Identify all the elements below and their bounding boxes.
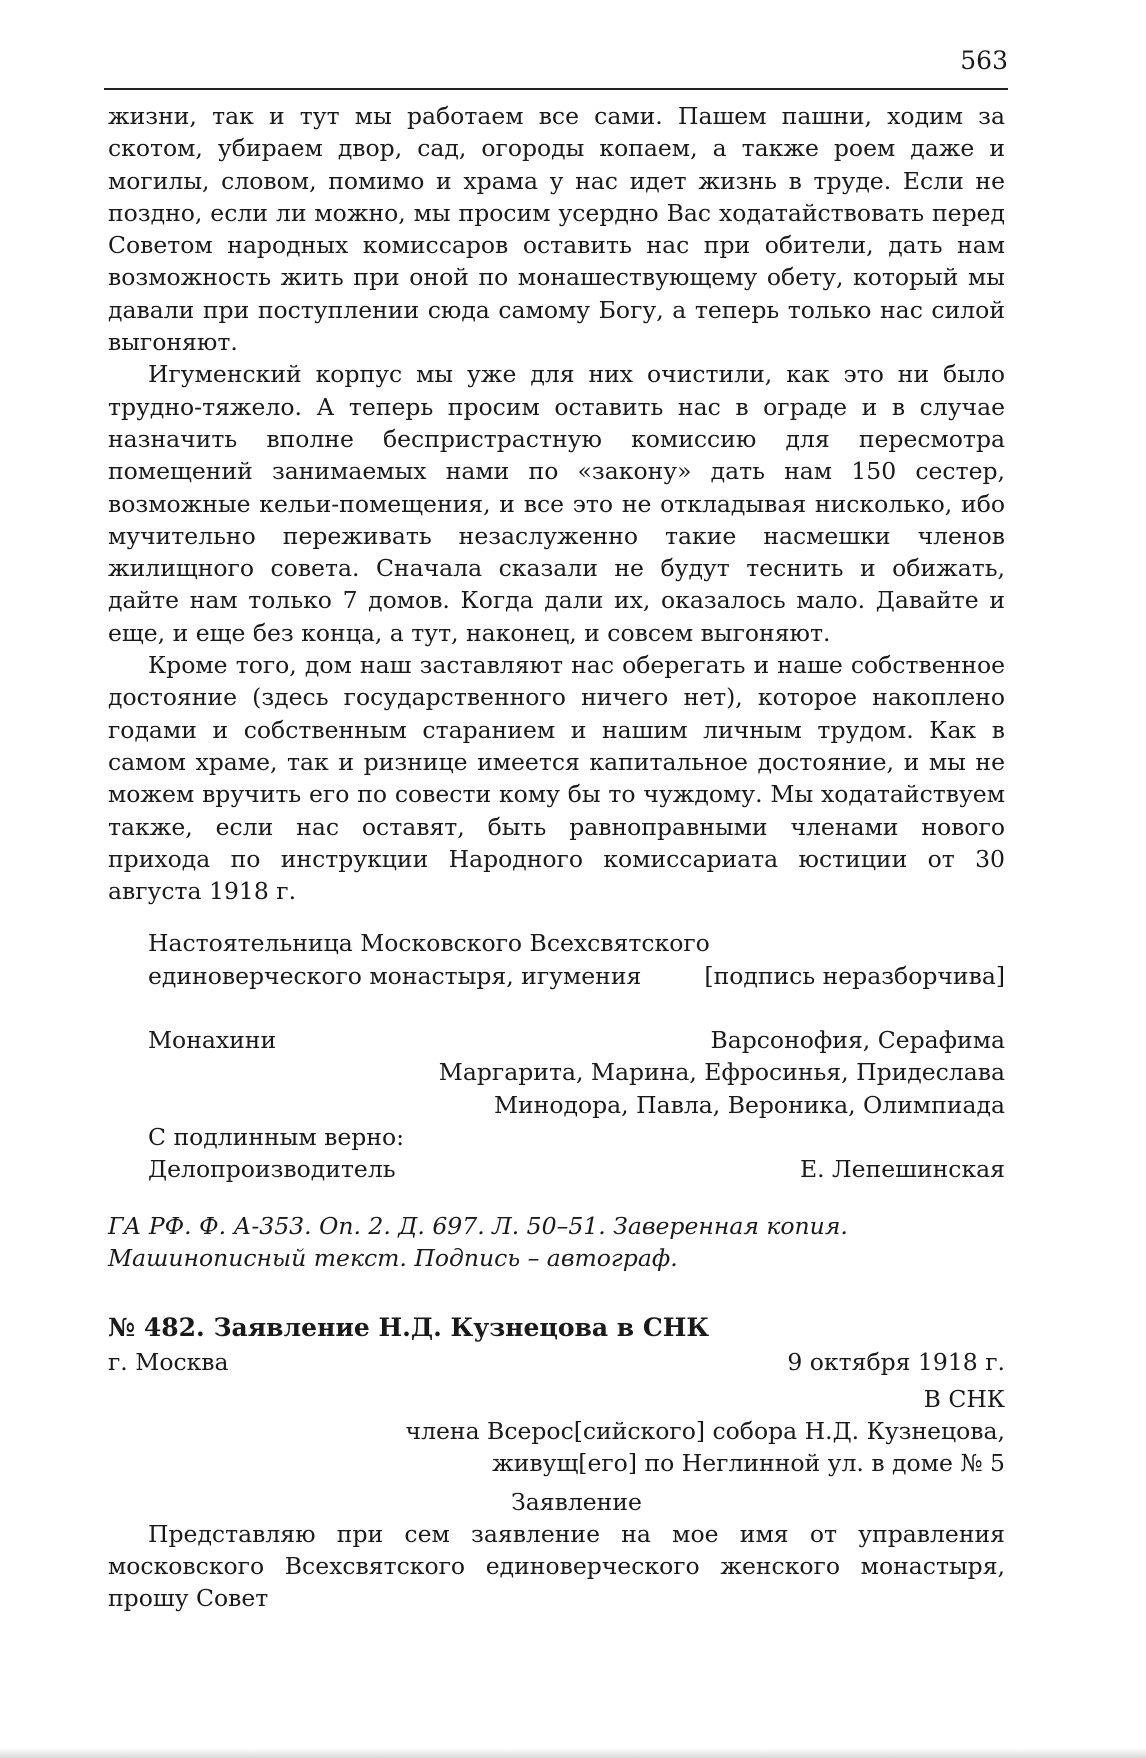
- signature-block: [108, 927, 1005, 1185]
- statement-title: Заявление: [511, 1487, 642, 1516]
- clerk-name: Е. Лепешинская: [799, 1155, 1005, 1184]
- document-date: 9 октября 1918 г.: [787, 1348, 1005, 1377]
- nuns-names-line2: Маргарита, Марина, Ефросинья, Придеслава: [438, 1058, 1005, 1087]
- nuns-label: Монахини: [148, 1026, 277, 1055]
- paragraph-continuation: жизни, так и тут мы работаем все сами. Пашем пашни, ходим за скотом, убираем двор, сад, огороды копаем, а также роем даже и могилы, словом, помимо и храма у нас идет жизнь в труде. Если не поздно, если ли можно, мы просим усердно Вас ходатайствовать перед Советом народных комиссаров оставить нас при обители, дать нам возможность жить при оной по монашествующему обету, который мы давали при поступлении сюда самому Богу, а теперь только нас силой выгоняют.: [108, 102, 1005, 357]
- nuns-row: [148, 1024, 1005, 1056]
- page-number: 563: [960, 46, 1008, 75]
- abbess-title-line1: Настоятельница Московского Всехсвятского: [148, 929, 710, 958]
- clerk-row: [148, 1153, 1005, 1185]
- abbess-row: [148, 960, 1005, 992]
- archive-source-line1: ГА РФ. Ф. А-353. Оп. 2. Д. 697. Л. 50–51. Заверенная копия.: [108, 1211, 848, 1240]
- paragraph-hegumen-building: Игуменский корпус мы уже для них очистили, как это ни было трудно-тяжело. А теперь просим оставить нас в ограде и в случае назначить вполне беспристрастную комиссию для пересмотра помещений занимаемых нами по «закону» дать нам 150 сестер, возможные кельи-помещения, и все это не откладывая нисколько, ибо мучительно переживать незаслуженно такие насмешки членов жилищного совета. Сначала сказали не будут теснить и обижать, дайте нам только 7 домов. Когда дали их, оказалось мало. Давайте и еще, и еще без конца, а тут, наконец, и совсем выгоняют.: [108, 360, 1005, 647]
- addressee-block: [108, 1383, 1005, 1480]
- archive-source: [108, 1210, 1005, 1275]
- place-date-row: [108, 1346, 1005, 1378]
- abbess-title-line2: единоверческого монастыря, игумения: [148, 961, 642, 990]
- page-bottom-edge: [0, 1748, 1146, 1758]
- statement-text: Представляю при сем заявление на мое имя от управления московского Всехсвятского единоверческого женского монастыря, прошу Совет: [108, 1519, 1005, 1613]
- addressee-line2: члена Всерос[сийского] собора Н.Д. Кузнецова,: [405, 1416, 1005, 1445]
- archive-source-line2: Машинописный текст. Подпись – автограф.: [108, 1243, 678, 1272]
- abbess-signature-note: [подпись неразборчива]: [704, 961, 1005, 990]
- nuns-row-2: [148, 1056, 1005, 1088]
- nuns-row-3: [148, 1089, 1005, 1121]
- certified-copy-note: С подлинным верно:: [148, 1122, 405, 1151]
- page-content: [108, 100, 1005, 1615]
- clerk-label: Делопроизводитель: [148, 1155, 396, 1184]
- nuns-names-line1: Варсонофия, Серафима: [710, 1026, 1005, 1055]
- paragraph-property: Кроме того, дом наш заставляют нас оберегать и наше собственное достояние (здесь государственного ничего нет), которое накоплено годами и собственным старанием и нашим личным трудом. Как в самом храме, так и ризнице имеется капитальное достояние, и мы не можем вручить его по совести кому бы то чуждому. Мы ходатайствуем также, если нас оставят, быть равноправными членами нового прихода по инструкции Народного комиссариата юстиции от 30 августа 1918 г.: [108, 651, 1005, 906]
- document-place: г. Москва: [108, 1348, 229, 1377]
- nuns-names-line3: Минодора, Павла, Вероника, Олимпиада: [493, 1090, 1005, 1119]
- signature-spacer: [148, 992, 1005, 1024]
- addressee-line1: В СНК: [923, 1384, 1005, 1413]
- document-title: № 482. Заявление Н.Д. Кузнецова в СНК: [108, 1313, 710, 1343]
- header-rule: [104, 88, 1008, 90]
- addressee-line3: живущ[его] по Неглинной ул. в доме № 5: [492, 1449, 1005, 1478]
